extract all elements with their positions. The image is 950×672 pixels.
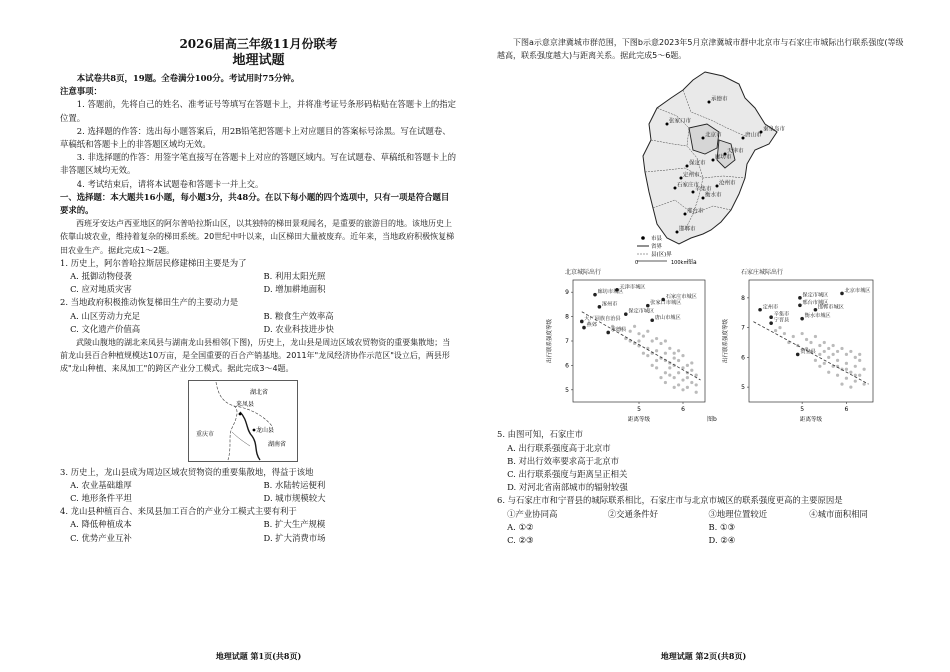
scatter-point (832, 344, 835, 347)
y-tick-label: 9 (565, 289, 569, 297)
scatter-point (858, 374, 861, 377)
exam-subtitle: 地理试题 (232, 53, 285, 68)
x-tick-label: 5 (637, 406, 641, 414)
scatter-point (664, 352, 667, 355)
longshan-county-dot (253, 428, 256, 431)
point-label: 宁晋县 (773, 318, 790, 325)
map-label-hunan: 湖南省 (268, 440, 287, 448)
scatter-point (827, 371, 830, 374)
scatter-point (686, 364, 689, 367)
page-2-footer: 地理试题 第2页(共8页) (660, 651, 747, 661)
scatter-point (823, 362, 826, 365)
scatter-point (858, 359, 861, 362)
map-city-label: 秦皇岛市 (763, 126, 786, 133)
labeled-point (769, 322, 773, 326)
scale-label: 100km (671, 260, 689, 265)
map-city-label: 廊坊市 (715, 154, 732, 161)
labeled-point (796, 353, 800, 357)
scatter-point (840, 347, 843, 350)
passage-terraces: 西班牙安达卢西亚地区的阿尔普哈拉斯山区，以其独特的梯田景观闻名，是重要的旅游目的地。该地历史上依靠山坡农业，维持着复杂的梯田系统。20世纪中叶以来，山区梯田大量被废弃。近年来，当地政府积极恢复梯田农业生产。据此完成1～2题。 (60, 219, 455, 255)
question-5-options (497, 442, 910, 495)
passage-laifeng-longshan: 武陵山腹地的湖北来凤县与湖南龙山县相邻(下图)，历史上，龙山县是周边区域农贸物资的重要集散地；当前龙山县百合种植规模达10万亩，是全国重要的百合产销基地。2011年"龙凤经济协作示范区"设立后，两县形成"龙山种植、来凤加工"的跨区产业分工模式。据此完成3～4题。 (60, 338, 451, 374)
scatter-point (659, 342, 662, 345)
scatter-point (633, 325, 636, 328)
scatter-point (673, 352, 676, 355)
scatter-point (836, 359, 839, 362)
legend-province-label: 省界 (651, 244, 663, 251)
scatter-point (854, 365, 857, 368)
notice-label: 注意事项： (60, 86, 102, 97)
scatter-point (827, 356, 830, 359)
scatter-point (818, 344, 821, 347)
x-axis-label: 距离等级 (627, 417, 651, 424)
question-3-stem: 3. 历史上，龙山县成为周边区域农贸物资的重要集散地，得益于该地 (60, 466, 314, 477)
notice-2: 2. 选择题的作答：选出每小题答案后，用2B铅笔把答题卡上对应题目的答案标号涂黑。写在试题卷、草稿纸和答题卡上的非答题区域均无效。 (60, 125, 451, 150)
q6-option-c[interactable]: C. ②③ (507, 535, 534, 546)
y-axis-label: 出行联系强度等级 (547, 319, 553, 364)
map-city-label: 天津市 (727, 148, 744, 155)
intro-jingjinji: 下图a示意京津冀城市群范围，下图b示意2023年5月京津冀城市群中北京市与石家庄市城际出行联系强度(等级越高，联系强度越大)与距离关系。据此完成5～6题。 (497, 38, 904, 61)
chart-beijing (543, 266, 711, 424)
scatter-point (659, 376, 662, 379)
map-label-hubei: 湖北省 (250, 388, 269, 396)
laifeng-county-dot (239, 412, 242, 415)
x-tick-label: 6 (844, 406, 849, 414)
point-label: 唐山市城区 (654, 315, 681, 322)
map-city-label: 北京市 (705, 132, 722, 139)
scatter-point (673, 376, 676, 379)
point-label: 张家口市城区 (650, 300, 682, 307)
scatter-point (664, 372, 667, 375)
map-city-label: 衡水市 (705, 192, 722, 199)
scatter-point (845, 377, 848, 380)
scatter-point (668, 367, 671, 370)
scatter-point (814, 359, 817, 362)
q4-option-d[interactable]: D. 扩大消费市场 (263, 532, 326, 543)
notice-3: 3. 非选择题的作答：用签字笔直接写在答题卡上对应的答题区域内。写在试题卷、草稿纸和答题卡上的非答题区域均无效。 (60, 152, 456, 176)
legend-county-label: 县(区)界 (651, 252, 672, 259)
map-city-label: 石家庄市 (677, 182, 700, 189)
x-axis-label: 距离等级 (799, 417, 823, 424)
y-tick-label: 7 (565, 338, 569, 346)
labeled-point (580, 320, 584, 324)
labeled-point (798, 296, 802, 300)
map-jingjinji-svg (627, 68, 807, 264)
y-axis-label: 出行联系强度等级 (723, 319, 729, 364)
scatter-point (686, 386, 689, 389)
q2-option-b[interactable]: B. 粮食生产效率高 (263, 310, 334, 321)
q4-option-c[interactable]: C. 优势产业互补 (70, 532, 132, 543)
scatter-point (677, 359, 680, 362)
q1-option-a[interactable]: A. 抵御动物侵袭 (70, 271, 132, 282)
scatter-point (774, 329, 777, 332)
scatter-point (695, 384, 698, 387)
scatter-point (783, 332, 786, 335)
scatter-point (646, 330, 649, 333)
q3-option-c[interactable]: C. 地形条件平坦 (70, 493, 132, 504)
scatter-point (836, 350, 839, 353)
scatter-point (823, 350, 826, 353)
y-tick-label: 5 (741, 384, 745, 392)
scatter-point (651, 364, 654, 367)
point-label: 北京市城区 (844, 288, 871, 295)
labeled-point (606, 331, 610, 335)
labeled-point (598, 305, 602, 309)
point-label: 大厂回族自治县 (584, 316, 621, 323)
q6-item-3: ③地理位置较近 (708, 508, 768, 519)
q5-option-b[interactable]: B. 对出行效率要求高于北京市 (507, 455, 620, 466)
question-2-options (60, 310, 457, 336)
scatter-point (677, 372, 680, 375)
scatter-point (863, 383, 866, 386)
chart-shijiazhuang (719, 266, 879, 424)
q6-option-d[interactable]: D. ②④ (708, 535, 736, 546)
scatter-point (695, 374, 698, 377)
q3-option-b[interactable]: B. 水陆转运便利 (263, 479, 326, 490)
q3-option-d[interactable]: D. 城市规模较大 (263, 493, 326, 504)
question-6-stem: 6. 与石家庄市和宁晋县的城际联系相比，石家庄市与北京市城区的联系强度更高的主要原因是 (497, 495, 843, 506)
point-label: 涿州市 (601, 301, 618, 308)
q2-option-d[interactable]: D. 农业科技进步快 (263, 323, 334, 334)
scatter-point (854, 380, 857, 383)
scatter-point (642, 352, 645, 355)
scatter-point (832, 353, 835, 356)
q2-option-c[interactable]: C. 文化遗产价值高 (70, 323, 141, 334)
scatter-point (637, 340, 640, 343)
scatter-point (655, 367, 658, 370)
page-1-footer: 地理试题 第1页(共8页) (215, 651, 302, 661)
map-city-label: 张家口市 (669, 118, 692, 125)
map-city-label: 唐山市 (745, 132, 762, 139)
labeled-point (650, 319, 654, 323)
scatter-point (668, 374, 671, 377)
scatter-point (854, 356, 857, 359)
figure-b (543, 266, 883, 426)
scatter-point (840, 383, 843, 386)
scatter-point (668, 347, 671, 350)
q1-option-d[interactable]: D. 增加耕地面积 (263, 284, 326, 295)
scatter-point (809, 341, 812, 344)
scatter-point (664, 340, 667, 343)
scatter-point (827, 347, 830, 350)
q6-item-2: ②交通条件好 (607, 508, 659, 519)
labeled-point (769, 316, 773, 320)
x-tick-label: 5 (800, 406, 805, 414)
scatter-point (863, 368, 866, 371)
question-6-options (497, 521, 910, 547)
scatter-point (681, 354, 684, 357)
scatter-point (858, 353, 861, 356)
legend-city-dot (641, 237, 645, 241)
scatter-point (845, 368, 848, 371)
point-label: 衡水市城区 (804, 313, 831, 320)
question-6-items (497, 508, 910, 521)
legend-city-label: 市县 (651, 236, 663, 243)
scatter-point (690, 362, 693, 365)
scatter-point (801, 332, 804, 335)
scatter-point (690, 369, 693, 372)
q2-option-a[interactable]: A. 山区劳动力充足 (70, 310, 141, 321)
q6-option-b[interactable]: B. ①③ (708, 521, 736, 532)
scatter-point (681, 389, 684, 392)
scatter-point (655, 359, 658, 362)
map-city-label: 沧州市 (719, 180, 736, 187)
point-label: 天津市城区 (619, 284, 646, 291)
map-city-label: 定州市 (683, 172, 700, 179)
q4-option-a[interactable]: A. 降低种植成本 (70, 519, 132, 530)
labeled-point (800, 317, 804, 321)
scatter-point (849, 371, 852, 374)
scatter-point (792, 335, 795, 338)
question-4-options (60, 518, 457, 544)
exam-page-2 (475, 0, 950, 672)
map-laifeng-longshan-svg (188, 380, 298, 462)
jingjinji-outline (643, 72, 777, 244)
point-label: 保定市城区 (628, 309, 655, 316)
labeled-point (582, 326, 586, 330)
map-label-chongqing: 重庆市 (196, 430, 215, 438)
map-city-label: 承德市 (711, 96, 728, 103)
figure-b-label: 图b (707, 416, 717, 424)
scatter-point (629, 330, 632, 333)
scatter-point (845, 362, 848, 365)
point-label: 承德县 (610, 327, 627, 334)
scatter-point (818, 365, 821, 368)
scatter-point (849, 350, 852, 353)
scatter-point (677, 384, 680, 387)
q1-option-c[interactable]: C. 应对地质灾害 (70, 284, 132, 295)
y-tick-label: 6 (565, 362, 569, 370)
point-label: 邯郸市城区 (817, 304, 844, 311)
scatter-point (854, 374, 857, 377)
q4-option-b[interactable]: B. 扩大生产规模 (263, 519, 326, 530)
map-city-label: 保定市 (689, 160, 706, 167)
labeled-point (624, 313, 628, 317)
scatter-point (681, 379, 684, 382)
exam-info: 本试卷共8页，19题。全卷满分100分。考试用时75分钟。 (76, 73, 300, 83)
question-1-stem: 1. 历史上，阿尔普哈拉斯居民修建梯田主要是为了 (60, 257, 247, 268)
question-2-stem: 2. 当地政府积极推动恢复梯田生产的主要动力是 (60, 297, 239, 308)
q3-option-a[interactable]: A. 农业基础雄厚 (70, 479, 132, 490)
scatter-point (673, 386, 676, 389)
map-city-label: 辛集市 (695, 186, 712, 193)
scatter-point (673, 357, 676, 360)
scatter-point (778, 326, 781, 329)
scatter-point (646, 354, 649, 357)
q1-option-b[interactable]: B. 利用太阳光照 (263, 271, 326, 282)
chart-title: 石家庄城际出行 (741, 269, 784, 277)
scatter-point (655, 337, 658, 340)
notice-4: 4. 考试结束后，请将本试题卷和答题卡一并上交。 (76, 178, 264, 189)
scatter-point (655, 350, 658, 353)
labeled-point (646, 304, 650, 308)
scatter-point (651, 340, 654, 343)
y-tick-label: 6 (741, 354, 745, 362)
scatter-point (664, 381, 667, 384)
scatter-point (695, 391, 698, 394)
point-label: 赞皇县 (800, 349, 816, 356)
q5-option-c[interactable]: C. 出行联系强度与距离呈正相关 (507, 469, 628, 480)
scatter-point (823, 341, 826, 344)
question-4-stem: 4. 龙山县种植百合、来凤县加工百合的产业分工模式主要有利于 (60, 506, 297, 517)
notice-1: 1. 答题前，先将自己的姓名、准考证号等填写在答题卡上，并将准考证号条形码粘贴在答题卡上的指定位置。 (60, 99, 456, 123)
labeled-point (798, 304, 802, 308)
figure-a-label: 图a (687, 259, 697, 265)
point-label: 保定市城区 (802, 292, 829, 299)
y-tick-label: 7 (741, 325, 745, 333)
q5-option-d[interactable]: D. 对河北省南部城市的辐射较强 (507, 482, 628, 493)
scatter-point (836, 374, 839, 377)
point-label: 邢台市城区 (802, 300, 829, 307)
q5-option-a[interactable]: A. 出行联系强度高于北京市 (507, 442, 611, 453)
q6-option-a[interactable]: A. ①② (507, 521, 534, 532)
labeled-point (758, 308, 762, 312)
scatter-point (637, 332, 640, 335)
q6-item-1: ①产业协同高 (507, 508, 558, 519)
exam-title: 2026届高三年级11月份联考 (179, 37, 338, 51)
point-label: 辛集市 (773, 312, 790, 319)
scatter-point (677, 350, 680, 353)
labeled-point (814, 308, 818, 312)
question-1-options (60, 270, 457, 296)
point-label: 定州市 (762, 304, 779, 311)
map-label-laifeng: 来凤县 (236, 400, 255, 408)
question-5-stem: 5. 由图可知，石家庄市 (497, 429, 584, 440)
x-tick-label: 6 (681, 406, 685, 414)
y-tick-label: 8 (565, 314, 569, 322)
scatter-point (690, 381, 693, 384)
map-jingjinji (627, 68, 807, 264)
scatter-point (818, 353, 821, 356)
scatter-point (805, 338, 808, 341)
map-city-label: 邯郸市 (679, 226, 696, 233)
question-3-options (60, 479, 457, 505)
scale-zero: 0 (635, 260, 639, 265)
map-label-longshan: 龙山县 (256, 426, 275, 434)
point-label: 石家庄市城区 (665, 294, 697, 301)
point-label: 廊坊市城区 (597, 289, 624, 296)
scatter-point (814, 335, 817, 338)
chart-title: 北京城际出行 (565, 269, 602, 277)
scatter-point (849, 386, 852, 389)
scatter-point (845, 353, 848, 356)
point-label: 燕郊 (586, 322, 597, 329)
y-tick-label: 5 (565, 387, 569, 395)
labeled-point (840, 292, 844, 296)
scatter-point (642, 335, 645, 338)
scatter-point (686, 376, 689, 379)
y-tick-label: 8 (741, 295, 745, 303)
labeled-point (593, 293, 597, 297)
section-heading: 一、选择题：本大题共16小题，每小题3分，共48分。在以下每小题的四个选项中，只有一项是符合题目要求的。 (60, 191, 450, 216)
map-laifeng-longshan (188, 380, 298, 462)
map-city-label: 邢台市 (687, 208, 704, 215)
q6-item-4: ④城市面积相同 (809, 508, 868, 519)
